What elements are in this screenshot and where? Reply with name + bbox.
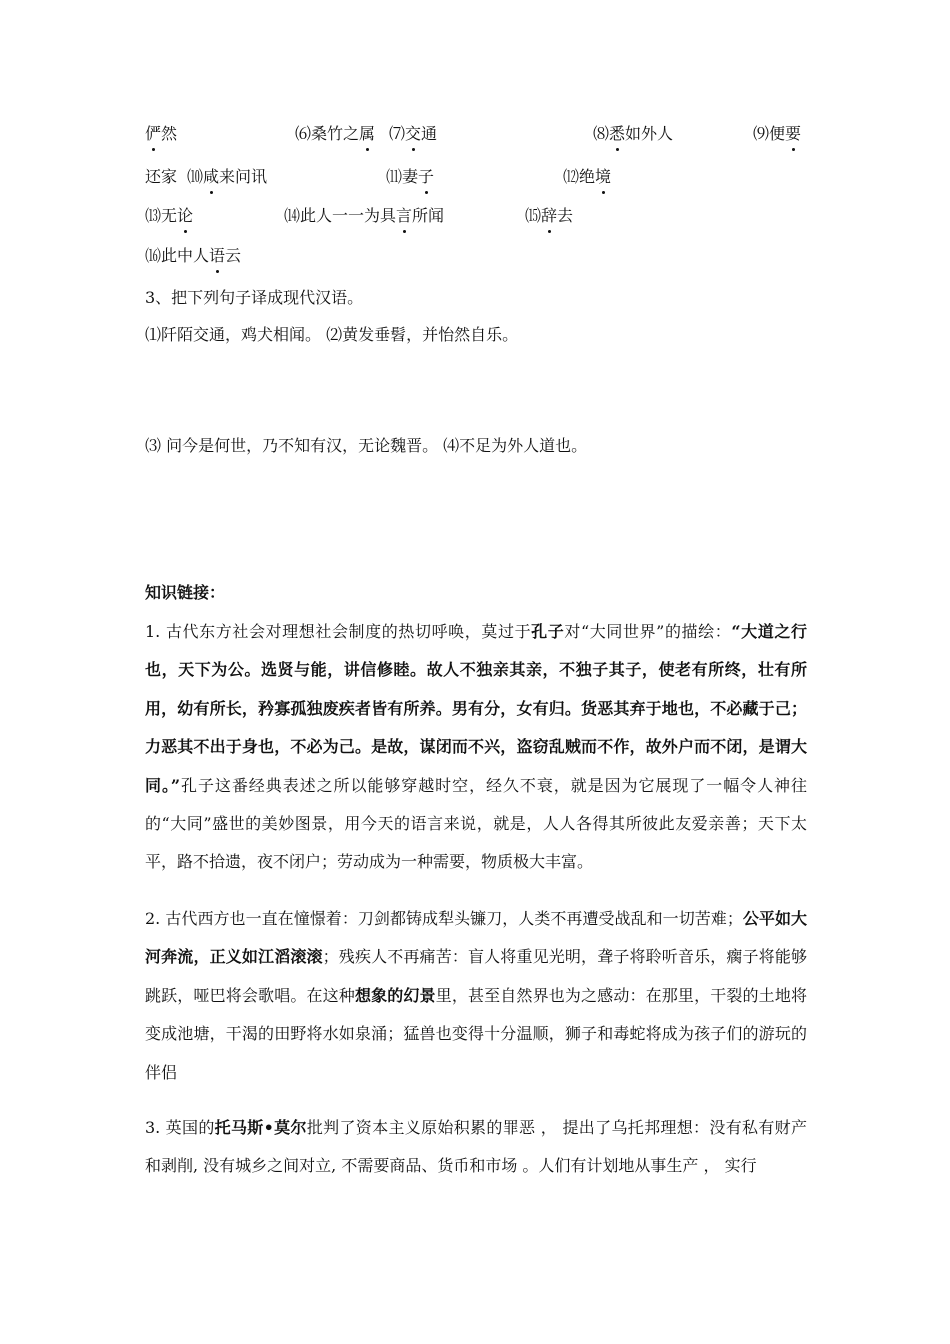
vocab-item-12 [563,167,611,187]
dotted-char: 子 [418,167,435,186]
question-3-title: 3、把下列句子译成现代汉语。 [145,288,364,307]
knowledge-paragraph-1 [145,613,807,882]
item-number: ⒃ [145,246,162,265]
dotted-char: 悉 [609,124,626,143]
bold-text: 孔子 [531,622,565,641]
vocab-text: 桑竹之 [311,124,360,143]
paragraph-text: 2. 古代西方也一直在憧憬着：刀剑都铸成犁头镰刀，人类不再遭受战乱和一切苦难； [145,909,743,928]
bold-quote: “大道之行也，天下为公。选贤与能，讲信修睦。故人不独亲其亲，不独子其子，使老有所终，壮有所用，幼有所长，矜寡孤独废疾者皆有所养。男有分，女有归。货恶其弃于地也，不必藏于己；力恶其不出于身也，不必为己。是故，谋闭而不兴，盗窃乱贼而不作，故外户而不闭，是谓大同。” [145,622,807,795]
bold-text: 想象的幻景 [354,985,436,1005]
item-number: ⒂ [525,206,542,225]
vocab-text: 此中人 [161,246,210,265]
vocab-text: 所闻 [412,206,445,225]
dotted-char: 论 [177,206,194,225]
vocab-item-5 [145,124,177,144]
vocab-text: 云 [225,246,242,265]
paragraph-text: 孔子这番经典表述之所以能够穿越时空，经久不衰，就是因为它展现了一幅令人神往的“大同”盛世的美妙图景，用今天的语言来说，就是，人人各得其所彼此友爱亲善；天下太平，路不拾遗，夜不闭户；劳动成为一种需要，物质极大丰富。 [145,775,807,872]
vocab-text: 去 [557,206,574,225]
vocab-text: 妻 [402,167,419,186]
item-number: ⑾ [386,167,403,186]
vocab-text: 然 [161,124,178,143]
vocab-text: 便 [769,124,786,143]
item-number: ⒀ [145,206,162,225]
paragraph-text: 3. 英国的 [145,1118,215,1137]
vocab-text: 此人一一为具 [300,206,397,225]
vocab-item-6 [295,124,375,144]
dotted-char: 交 [405,124,422,143]
vocab-item-13 [145,206,193,226]
dotted-char: 要 [785,124,802,143]
vocab-item-9 [753,124,801,144]
vocab-text: 还家 [145,167,178,186]
question-3-sentences-1-2: ⑴阡陌交通，鸡犬相闻。 ⑵黄发垂髫，并怡然自乐。 [145,325,519,344]
vocab-text: 如外人 [625,124,674,143]
vocab-item-10 [187,167,267,187]
vocab-text: 无 [161,206,178,225]
vocab-text: 通 [421,124,438,143]
vocab-item-14 [284,206,444,226]
dotted-char: 语 [209,246,226,265]
dotted-char: 俨 [145,124,162,143]
vocab-item-7 [389,124,437,144]
item-number: ⑹ [295,124,312,143]
paragraph-text: 1. 古代东方社会对理想社会制度的热切呼唤，莫过于 [145,622,532,641]
vocab-item-16 [145,246,241,266]
dotted-char: 属 [359,124,376,143]
item-number: ⑺ [389,124,406,143]
dotted-char: 辞 [541,206,558,225]
item-number: ⑼ [753,124,770,143]
vocab-item-15 [525,206,573,226]
dotted-char: 言 [396,206,413,225]
vocab-item-11 [386,167,434,187]
vocab-text: 来问讯 [219,167,268,186]
item-number: ⑿ [563,167,580,186]
paragraph-text: 批判了资本主义原始积累的罪恶 ， 提出了乌托邦理想：没有私有财产和剥削, 没有城乡之间对立, 不需要商品、货币和市场 。人们有计划地从事生产 ， 实行 [145,1118,807,1176]
paragraph-text: 对“大同世界”的描绘： [564,622,732,641]
knowledge-heading: 知识链接： [145,583,226,602]
bold-text: 公平如大河奔流，正义如江滔滚滚 [145,909,807,967]
vocab-item-8 [593,124,673,144]
knowledge-paragraph-2 [145,900,807,1092]
dotted-char: 咸 [203,167,220,186]
question-3-sentences-3-4: ⑶ 问今是何世，乃不知有汉，无论魏晋。 ⑷不足为外人道也。 [145,436,588,455]
item-number: ⑻ [593,124,610,143]
bold-text: 托马斯•莫尔 [214,1118,307,1137]
paragraph-text: ；残疾人不再痛苦：盲人将重见光明，聋子将聆听音乐，瘸子将能够跳跃，哑巴将会歌唱。在这种 [145,947,807,1005]
vocab-text: 绝 [579,167,596,186]
item-number: ⑽ [187,167,204,186]
item-number: ⒁ [284,206,301,225]
dotted-char: 境 [595,167,612,186]
paragraph-text: 里，甚至自然界也为之感动：在那里，干裂的土地将变成池塘，干渴的田野将水如泉涌；猛兽也变得十分温顺，狮子和毒蛇将成为孩子们的游玩的伴侣 [145,985,807,1082]
knowledge-paragraph-3 [145,1109,807,1186]
